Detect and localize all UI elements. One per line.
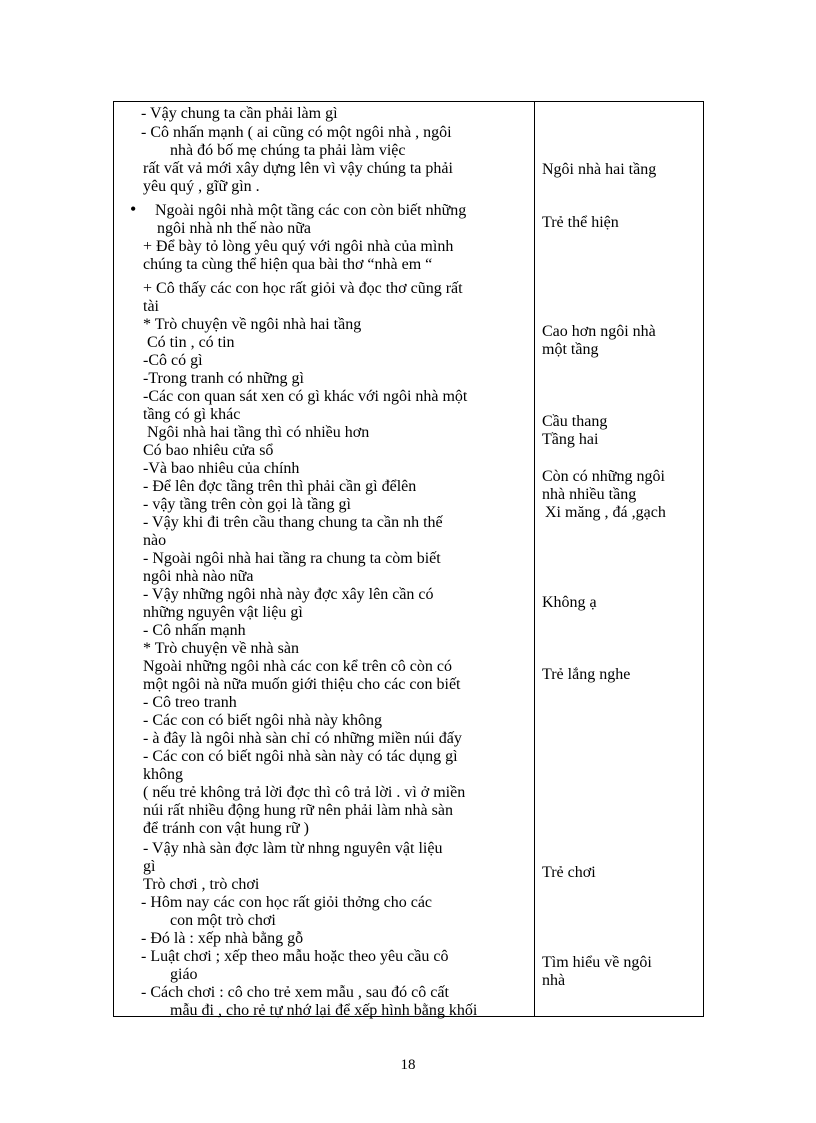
- left-line: yêu quý , gĩữ gìn .: [143, 178, 260, 195]
- left-line: Ngôi nhà hai tầng thì có nhiều hơn: [147, 424, 370, 441]
- left-line: -Và bao nhiêu của chính: [143, 460, 300, 477]
- left-line: con một trò chơi: [170, 912, 276, 929]
- left-line: rất vất vả mới xây dựng lên vì vậy chúng ta phải: [143, 160, 453, 177]
- left-line: - Cách chơi : cô cho trẻ xem mẫu , sau đó cô cất: [141, 984, 449, 1001]
- right-line: Trẻ lắng nghe: [542, 666, 631, 683]
- right-line: Trẻ chơi: [542, 864, 596, 881]
- left-line: - Các con có biết ngôi nhà này không: [143, 712, 383, 729]
- left-line: + Để bày tỏ lòng yêu quý với ngôi nhà của mình: [143, 238, 454, 255]
- left-line: * Trò chuyện về ngôi nhà hai tầng: [143, 316, 362, 333]
- left-line: -Cô có gì: [143, 352, 203, 369]
- left-line: không: [143, 766, 183, 783]
- right-line: Không ạ: [542, 594, 597, 611]
- left-line: - Cô nhấn mạnh: [143, 622, 246, 639]
- left-line: Ngoài những ngôi nhà các con kể trên cô còn có: [143, 658, 453, 675]
- left-line: - à đây là ngôi nhà sàn chỉ có những miền núi đấy: [143, 730, 462, 747]
- right-line: Trẻ thể hiện: [542, 214, 619, 231]
- left-line: núi rất nhiều động hung rữ nên phải làm nhà sàn: [143, 802, 453, 819]
- right-line: Ngôi nhà hai tầng: [542, 161, 657, 178]
- left-line: tầng có gì khác: [143, 406, 241, 423]
- left-line: ngôi nhà nào nữa: [143, 568, 254, 585]
- right-line: Còn có những ngôi: [542, 468, 665, 485]
- left-line: - Luật chơi ; xếp theo mẫu hoặc theo yêu cầu cô: [141, 948, 449, 965]
- left-line: - Cô nhấn mạnh ( ai cũng có một ngôi nhà , ngôi: [141, 124, 452, 141]
- left-line: Có bao nhiêu cửa sổ: [143, 442, 274, 459]
- left-line: - vậy tầng trên còn gọi là tầng gì: [143, 496, 351, 513]
- left-line: -Các con quan sát xen có gì khác với ngôi nhà một: [143, 388, 468, 405]
- left-line: để tránh con vật hung rữ ): [143, 820, 309, 837]
- left-line: mẫu đi , cho rẻ tự nhớ lại để xếp hình bằng khối: [170, 1002, 478, 1019]
- left-line: * Trò chuyện về nhà sàn: [143, 640, 299, 657]
- bullet-icon: •: [130, 199, 137, 219]
- left-line: - Đó là : xếp nhà bằng gỗ: [141, 930, 304, 947]
- left-line: nào: [143, 532, 167, 549]
- left-line: nhà đó bố mẹ chúng ta phải làm việc: [170, 142, 406, 159]
- right-line: Cao hơn ngôi nhà: [542, 323, 656, 340]
- column-divider: [534, 102, 535, 1016]
- left-line: - Để lên đợc tầng trên thì phải cần gì đểlên: [143, 478, 417, 495]
- left-line: Có tin , có tin: [147, 334, 235, 351]
- right-line: Cầu thang: [542, 413, 608, 430]
- left-line: - Hôm nay các con học rất giỏi thởng cho các: [141, 894, 433, 911]
- left-line: gì: [143, 858, 156, 875]
- left-line: - Vậy khi đi trên cầu thang chung ta cần nh thế: [143, 514, 443, 531]
- lesson-table: [113, 101, 704, 1017]
- left-line: - Các con có biết ngôi nhà sàn này có tác dụng gì: [143, 748, 458, 765]
- left-line: + Cô thấy các con học rất giỏi và đọc thơ cũng rất: [143, 280, 463, 297]
- left-line: - Vậy chung ta cần phải làm gì: [141, 105, 338, 122]
- right-line: nhà nhiều tầng: [542, 486, 637, 503]
- left-line: ngôi nhà nh thế nào nữa: [157, 220, 311, 237]
- left-line: -Trong tranh có những gì: [143, 370, 304, 387]
- right-line: một tầng: [542, 341, 599, 358]
- left-line: ( nếu trẻ không trả lời đợc thì cô trả lời . vì ở miền: [143, 784, 466, 801]
- right-line: nhà: [542, 972, 566, 989]
- page-number: 18: [400, 1057, 416, 1073]
- left-line: - Vậy những ngôi nhà này đợc xây lên cần có: [143, 586, 434, 603]
- left-line: - Ngoài ngôi nhà hai tầng ra chung ta còm biết: [143, 550, 441, 567]
- left-line: tài: [143, 298, 159, 315]
- right-line: Xi măng , đá ,gạch: [545, 504, 666, 521]
- left-line: Trò chơi , trò chơi: [143, 876, 260, 893]
- right-line: Tầng hai: [542, 431, 599, 448]
- right-line: Tìm hiểu về ngôi: [542, 954, 652, 971]
- left-line: - Vậy nhà sàn đợc làm từ nhng nguyên vật liệu: [143, 840, 443, 857]
- left-line: chúng ta cùng thể hiện qua bài thơ “nhà em “: [143, 256, 433, 273]
- left-line: Ngoài ngôi nhà một tầng các con còn biết những: [155, 202, 467, 219]
- left-line: giáo: [170, 966, 198, 983]
- left-line: - Cô treo tranh: [143, 694, 237, 711]
- left-line: một ngôi nà nữa muốn giới thiệu cho các con biết: [143, 676, 461, 693]
- left-line: những nguyên vật liệu gì: [143, 604, 303, 621]
